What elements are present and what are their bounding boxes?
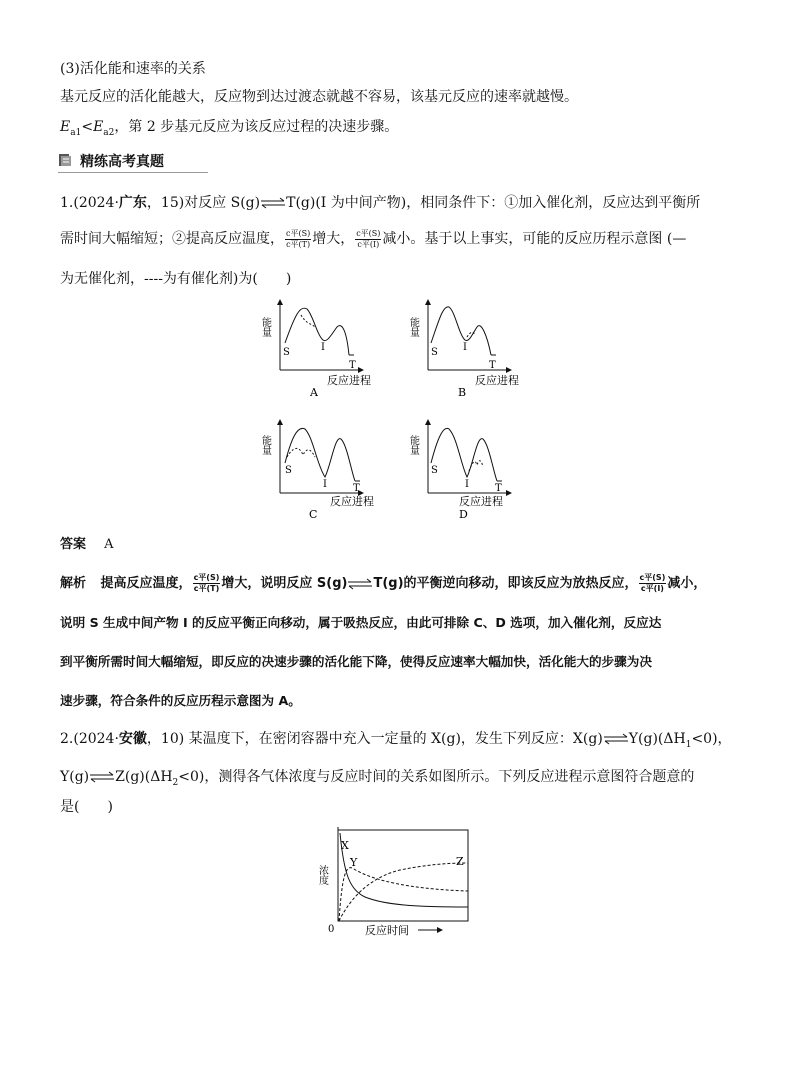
- q2-sub2: 2: [172, 777, 179, 788]
- q1-source: 广东: [118, 195, 147, 211]
- answer-label: 答案: [60, 537, 87, 552]
- e-a1-symbol: E: [60, 119, 71, 135]
- diagram-b: [408, 300, 520, 399]
- section3-heading: (3)活化能和速率的关系: [60, 61, 206, 77]
- frac-den: c平(T): [286, 239, 311, 249]
- section3-line2-rest: ，第 2 步基元反应为该反应过程的决速步骤。: [114, 119, 399, 135]
- q2-line2: [60, 766, 694, 788]
- q1-analysis-line1: [60, 572, 706, 594]
- q2-prefix: 2.(2024·: [60, 731, 119, 747]
- frac-den: c平(I): [640, 584, 664, 593]
- y-axis-label: 能量: [407, 435, 419, 455]
- fraction-s-over-i: [639, 573, 667, 594]
- label-s: S: [285, 465, 292, 476]
- panel-label-d: D: [459, 508, 468, 521]
- frac-num: c平(S): [193, 573, 220, 582]
- equilibrium-arrow-icon: [603, 734, 629, 744]
- x-axis-label: 反应进程: [327, 374, 371, 387]
- e-a1-sub: a1: [70, 127, 82, 138]
- q2-line3: 是( ): [60, 799, 113, 815]
- panel-label-a: A: [310, 386, 318, 399]
- y-axis-label: 能量: [259, 435, 271, 455]
- q1-prefix: 1.(2024·: [60, 195, 119, 211]
- diagram-a: [260, 300, 372, 399]
- q1-answer: [60, 533, 114, 552]
- q2-line2-b: Z(g)(ΔH: [115, 769, 173, 785]
- fraction-s-over-i: [355, 229, 381, 250]
- curve-y: [339, 868, 468, 921]
- fraction-s-over-t: [193, 573, 221, 594]
- frac-den: c平(I): [357, 239, 380, 249]
- panel-label-b: B: [458, 386, 467, 399]
- q1-analysis-line3: 到平衡所需时间大幅缩短，即反应的决速步骤的活化能下降，使得反应速率大幅加快，活化能大的步骤为决: [60, 654, 652, 669]
- x-axis-label: 反应时间: [365, 924, 409, 937]
- label-i: I: [323, 479, 327, 490]
- fraction-s-over-t: [285, 229, 311, 250]
- e-a2-sub: a2: [103, 127, 115, 138]
- energy-diagrams: [255, 295, 535, 525]
- document-icon: [58, 153, 72, 167]
- concentration-time-chart: [316, 825, 480, 940]
- y-axis-label: 能量: [407, 317, 419, 337]
- q1-analysis-line2: 说明 S 生成中间产物 I 的反应平衡正向移动，属于吸热反应，由此可排除 C、D 选项，加入催化剂，反应达: [60, 615, 662, 630]
- q1-line1-rest: T(g)(I 为中间产物)，相同条件下：①加入催化剂，反应达到平衡所: [286, 195, 701, 211]
- q2-sub1: 1: [685, 739, 692, 750]
- analysis-c: T(g)的平衡逆向移动，即该反应为放热反应，: [373, 576, 638, 591]
- section-title: 精练高考真题: [80, 154, 164, 170]
- q2-line1-b: Y(g)(ΔH: [628, 731, 686, 747]
- label-s: S: [431, 347, 438, 358]
- q2-line1-a: ，10) 某温度下，在密闭容器中充入一定量的 X(g)，发生下列反应：X(g): [146, 731, 603, 747]
- origin-label: 0: [328, 924, 335, 935]
- label-i: I: [321, 342, 325, 353]
- lt-sign: <: [81, 119, 94, 135]
- q2-line2-c: <0)，测得各气体浓度与反应时间的关系如图所示。下列反应进程示意图符合题意的: [178, 769, 695, 785]
- q1-line2: [60, 228, 686, 250]
- diagram-d: [408, 420, 512, 521]
- frac-num: c平(S): [356, 228, 381, 238]
- frac-num: c平(S): [639, 573, 666, 582]
- q1-source-num: ，15)对反应 S(g): [146, 195, 261, 211]
- analysis-label: 解析: [60, 576, 87, 591]
- equilibrium-arrow-icon: [260, 198, 286, 208]
- frac-den: c平(T): [193, 584, 220, 593]
- q1-line2-a: 需时间大幅缩短；②提高反应温度，: [60, 231, 284, 247]
- label-y: Y: [350, 856, 358, 869]
- q2-line1-c: <0)，: [691, 731, 732, 747]
- x-axis-label: 反应进程: [459, 495, 503, 508]
- q2-line2-a: Y(g): [60, 769, 90, 785]
- x-axis-label: 反应进程: [330, 495, 374, 508]
- x-axis-label: 反应进程: [475, 374, 519, 387]
- q1-line1: [60, 192, 700, 212]
- diagram-c: [260, 420, 375, 521]
- frac-num: c平(S): [286, 228, 311, 238]
- answer-value: A: [104, 537, 114, 552]
- label-x: X: [341, 839, 349, 852]
- label-s: S: [431, 465, 438, 476]
- curve-x: [340, 833, 468, 907]
- q2-line1: [60, 728, 732, 750]
- label-t: T: [495, 483, 502, 494]
- analysis-b: 增大，说明反应 S(g): [221, 576, 348, 591]
- label-i: I: [465, 479, 469, 490]
- panel-label-c: C: [309, 508, 318, 521]
- label-t: T: [489, 360, 496, 371]
- q1-analysis-line4: 速步骤，符合条件的反应历程示意图为 A。: [60, 693, 301, 708]
- analysis-a: 提高反应温度，: [100, 576, 192, 591]
- q1-line2-c: 减小。基于以上事实，可能的反应历程示意图 (—: [382, 231, 687, 247]
- label-s: S: [283, 347, 290, 358]
- section3-text-line1: 基元反应的活化能越大，反应物到达过渡态就越不容易，该基元反应的速率就越慢。: [60, 89, 578, 105]
- y-axis-label: 浓度: [316, 865, 328, 885]
- q1-line2-b: 增大，: [312, 231, 355, 247]
- label-t: T: [353, 483, 360, 494]
- y-axis-label: 能量: [259, 317, 271, 337]
- label-i: I: [463, 342, 467, 353]
- analysis-d: 减小，: [667, 576, 707, 591]
- q1-line3: 为无催化剂，----为有催化剂)为( ): [60, 271, 292, 287]
- section-title-bar: [58, 150, 208, 172]
- label-t: T: [349, 360, 356, 371]
- q2-source: 安徽: [118, 731, 147, 747]
- label-z: Z: [456, 855, 464, 868]
- section3-text-line2: [60, 116, 398, 138]
- e-a2-symbol: E: [93, 119, 104, 135]
- equilibrium-arrow-icon: [89, 772, 115, 782]
- equilibrium-arrow-icon: [347, 579, 373, 589]
